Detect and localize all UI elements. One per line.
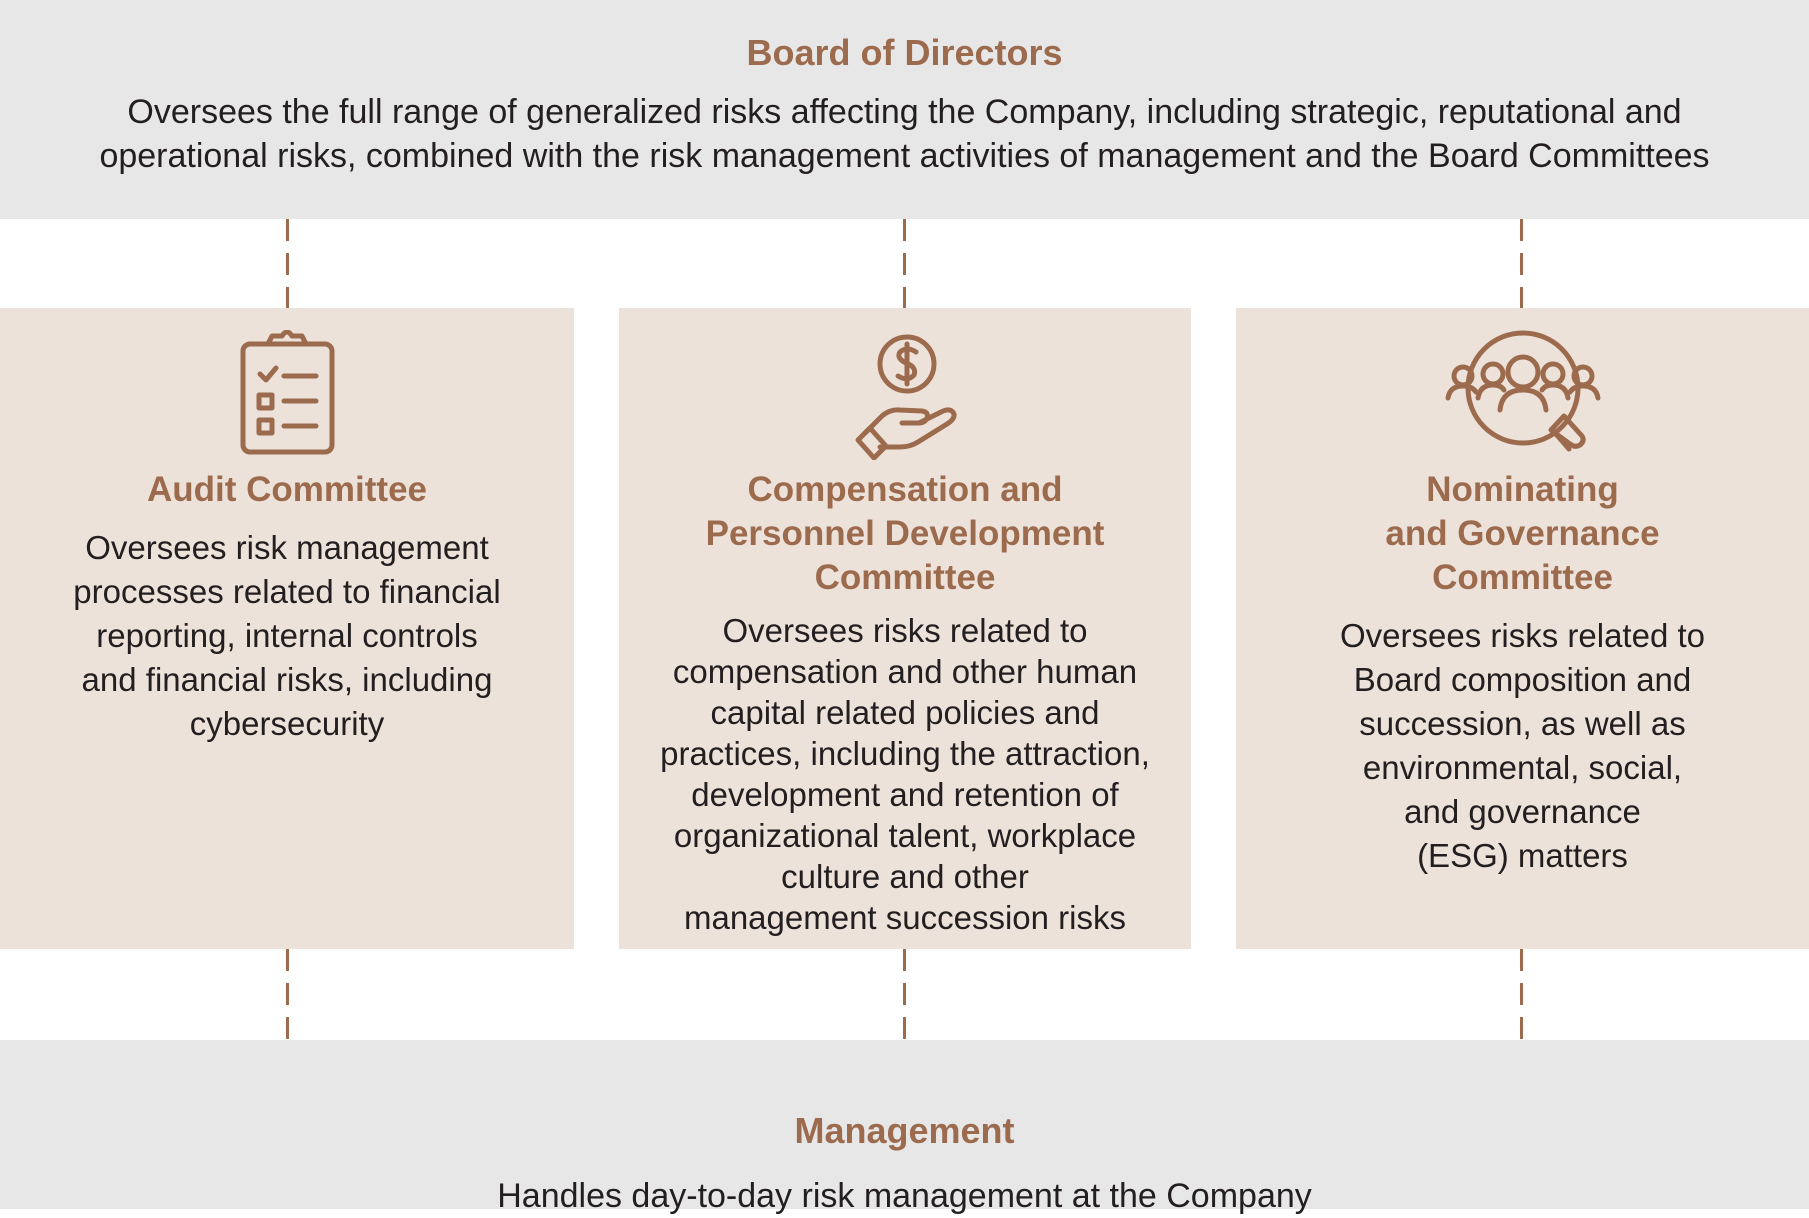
connector-audit-management [286, 949, 289, 1040]
connector-board-nominating [1520, 219, 1523, 308]
card-desc-line: culture and other [781, 858, 1029, 895]
board-description-line: operational risks, combined with the risk management activities of management and the Board Committees [99, 137, 1710, 175]
card-desc-line: Board composition and [1353, 661, 1692, 698]
card-desc-line: environmental, social, [1362, 749, 1683, 786]
hand-dollar-coin-icon [820, 330, 990, 460]
board-description-line: Oversees the full range of generalized risks affecting the Company, including strategic, reputational and [127, 93, 1682, 131]
audit-committee-description [20, 526, 554, 746]
card-desc-line: practices, including the attraction, [660, 735, 1150, 772]
compensation-committee-card [619, 308, 1191, 949]
people-magnifier-icon [1438, 330, 1608, 460]
connector-board-audit [286, 219, 289, 308]
card-title-line: Personnel Development [705, 514, 1105, 553]
card-desc-line: management succession risks [683, 899, 1127, 936]
card-title-line: Committee [1432, 558, 1613, 597]
nominating-governance-committee-card [1236, 308, 1809, 949]
card-desc-line: and financial risks, including [81, 661, 493, 698]
board-of-directors-band [0, 0, 1809, 219]
connector-nominating-management [1520, 949, 1523, 1040]
card-desc-line: processes related to financial [73, 573, 501, 610]
card-desc-line: (ESG) matters [1417, 837, 1628, 874]
management-band [0, 1040, 1809, 1215]
nominating-governance-committee-description [1256, 614, 1789, 878]
clipboard-checklist-icon [202, 330, 372, 460]
card-desc-line: Oversees risks related to [1340, 617, 1705, 654]
board-description [0, 90, 1809, 178]
board-title: Board of Directors [746, 32, 1063, 73]
card-desc-line: compensation and other human [672, 653, 1138, 690]
card-title-line: Committee [814, 558, 996, 597]
compensation-committee-description [633, 610, 1177, 938]
connector-board-compensation [903, 219, 906, 308]
card-title-line: Nominating [1426, 470, 1619, 509]
management-description: Handles day-to-day risk management at the Company [497, 1177, 1312, 1215]
audit-committee-card [0, 308, 574, 949]
management-title: Management [794, 1110, 1015, 1151]
nominating-governance-committee-title [1246, 468, 1799, 600]
card-desc-line: development and retention of [691, 776, 1119, 813]
card-desc-line: reporting, internal controls [96, 617, 478, 654]
card-desc-line: cybersecurity [189, 705, 385, 742]
compensation-committee-title [629, 468, 1181, 600]
connector-compensation-management [903, 949, 906, 1040]
card-desc-line: capital related policies and [710, 694, 1100, 731]
card-desc-line: succession, as well as [1359, 705, 1686, 742]
card-desc-line: and governance [1404, 793, 1641, 830]
card-desc-line: Oversees risks related to [722, 612, 1088, 649]
card-desc-line: organizational talent, workplace [673, 817, 1137, 854]
card-title-line: and Governance [1385, 514, 1660, 553]
card-title-line: Audit Committee [147, 470, 427, 509]
card-title-line: Compensation and [747, 470, 1063, 509]
card-desc-line: Oversees risk management [85, 529, 489, 566]
audit-committee-title [10, 468, 564, 512]
